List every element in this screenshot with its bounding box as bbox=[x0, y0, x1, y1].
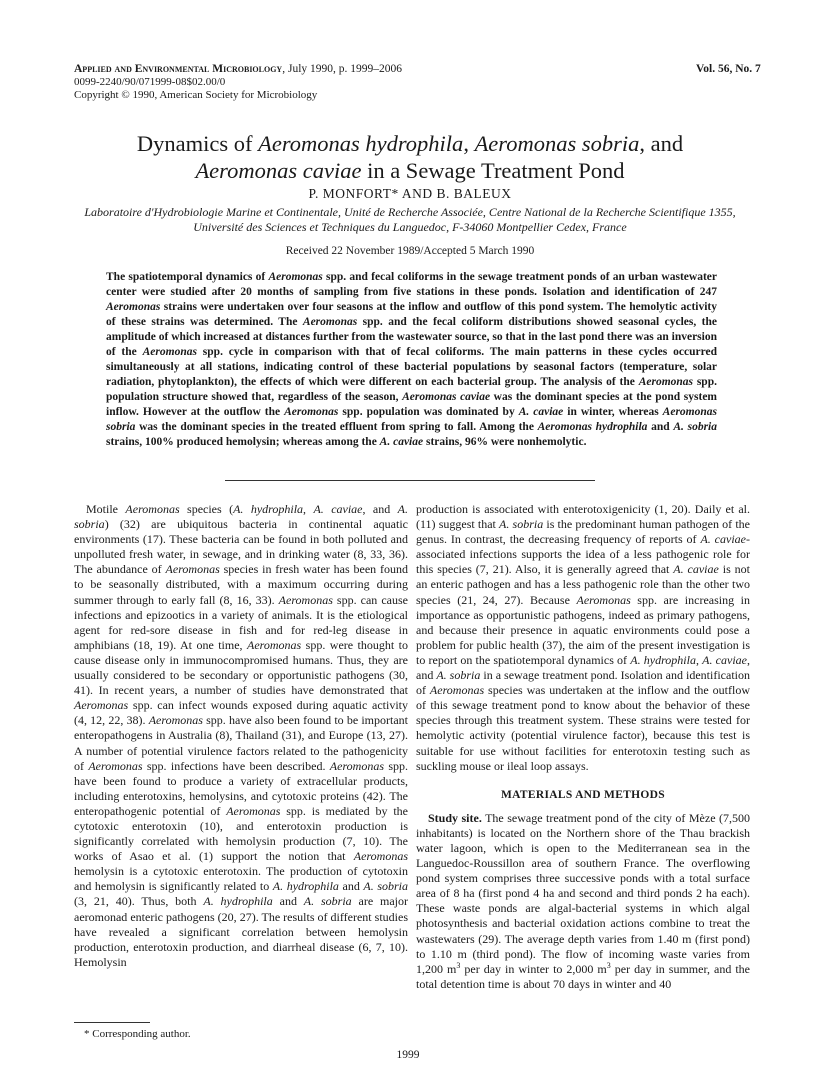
left-column bbox=[74, 502, 408, 970]
corresponding-author-footnote: * Corresponding author. bbox=[84, 1028, 191, 1040]
article-title bbox=[60, 130, 760, 184]
methods-heading: MATERIALS AND METHODS bbox=[501, 788, 665, 801]
footnote-divider bbox=[74, 1022, 150, 1023]
volume-info: Vol. 56, No. 7 bbox=[696, 63, 761, 75]
journal-header bbox=[74, 62, 402, 102]
intro-paragraph: Motile Aeromonas species (A. hydrophila, A. caviae, and A. sobria) (32) are ubiquitous bacteria in continental aquatic environments (17). These bacteria can be found in both polluted and unpolluted fresh water, in sewage, and in drinking water (8, 33, 36). The abundance of Aeromonas species in fresh water has been found to be seasonally distributed, with a maximum occurring during summer through to early fall (8, 16, 33). Aeromonas spp. can cause infections and epizootics in a variety of animals. It is the etiological agent for red-sore disease in fish and for red-leg disease in amphibians (18, 19). At one time, Aeromonas spp. were thought to cause disease only in immunocompromised humans. Thus, they are usually considered to be secondary or opportunistic pathogens (30, 41). In recent years, a number of studies have demonstrated that Aeromonas spp. can infect wounds exposed during aquatic activity (4, 12, 22, 38). Aeromonas spp. have also been found to be important enteropathogens in Australia (8), Thailand (31), and Europe (13, 27). A number of potential virulence factors related to the pathogenicity of Aeromonas spp. infections have been described. Aeromonas spp. have been found to produce a variety of extracellular products, including enterotoxins, hemolysins, and cytotoxic proteins (42). The enteropathogenic potential of Aeromonas spp. is mediated by the cytotoxic enterotoxin (10), and enterotoxin production is significantly correlated with hemolysin production (7, 10). The works of Asao et al. (1) support the notion that Aeromonas hemolysin is a cytotoxic enterotoxin. The production of cytotoxin and hemolysin is significantly related to A. hydrophila and A. sobria (3, 21, 40). Thus, both A. hydrophila and A. sobria are major aeromonad enteric pathogens (20, 27). The results of different studies have revealed a significant correlation between hemolysin production, enterotoxin production, and diarrheal disease (6, 7, 10). Hemolysin bbox=[74, 502, 409, 969]
abstract-divider bbox=[225, 480, 595, 481]
article-code: 0099-2240/90/071999-08$02.00/0 bbox=[74, 76, 226, 88]
title-species: Aeromonas caviae bbox=[195, 158, 362, 183]
abstract: The spatiotemporal dynamics of Aeromonas spp. and fecal coliforms in the sewage treatment ponds of an urban wastewater center were studied after 20 months of sampling from five stations in these ponds. Isolation and identification of 247 Aeromonas strains were undertaken over four seasons at the inflow and outflow of this pond system. The hemolytic activity of these strains was determined. The Aeromonas spp. and the fecal coliform distributions showed seasonal cycles, the amplitude of which increased at distances further from the wastewater source, so that in the last pond there was an inversion of the Aeromonas spp. cycle in comparison with that of fecal coliforms. The main patterns in these cycles occurred simultaneously at all stations, indicating control of these bacterial populations by seasonal factors (temperature, solar radiation, phytoplankton), the effects of which were different on each bacterial group. The analysis of the Aeromonas spp. population structure showed that, regardless of the season, Aeromonas caviae was the dominant species at the pond system inflow. However at the outflow the Aeromonas spp. population was dominated by A. caviae in winter, whereas Aeromonas sobria was the dominant species in the treated effluent from spring to fall. Among the Aeromonas hydrophila and A. sobria strains, 100% produced hemolysin; whereas among the A. caviae strains, 96% were nonhemolytic. bbox=[106, 271, 717, 448]
received-dates: Received 22 November 1989/Accepted 5 March 1990 bbox=[285, 245, 535, 257]
journal-name: Applied and Environmental Microbiology bbox=[74, 63, 283, 75]
authors: P. MONFORT* AND B. BALEUX bbox=[308, 186, 512, 201]
title-part: , and bbox=[639, 131, 684, 156]
title-part: , bbox=[463, 131, 475, 156]
affiliation: Laboratoire d'Hydrobiologie Marine et Continentale, Unité de Recherche Associée, Centre National de la Recherche Scientifique 1355, Université des Sciences et Techniques du Languedoc, F-34060 Montpellier Cedex, France bbox=[84, 205, 736, 234]
study-site-heading: Study site. bbox=[428, 810, 482, 825]
copyright-line: Copyright © 1990, American Society for Microbiology bbox=[74, 89, 318, 101]
title-part: Dynamics of bbox=[136, 131, 259, 156]
page-number: 1999 bbox=[396, 1049, 420, 1061]
title-species: Aeromonas sobria bbox=[474, 131, 640, 156]
right-column bbox=[416, 502, 750, 992]
study-site-paragraph: Study site. The sewage treatment pond of the city of Mèze (7,500 inhabitants) is located on the Northern shore of the Thau brackish water lagoon, which is open to the Mediterranean sea in the Languedoc-Roussillon area of southern France. The overflowing pond system comprises three successive ponds with a total surface area of 8 ha (first pond 4 ha and second and third ponds 2 ha each). These waste ponds are algal-bacterial systems in which algal photosynthesis and bacterial oxidation actions combine to treat the wastewaters (29). The average depth varies from 1.40 m (first pond) to 1.10 m (third pond). The flow of incoming waste varies from 1,200 $m^3$ per day in winter to 2,000 $m^3$ per day in summer, and the total detention time is about 70 days in winter and 40 bbox=[416, 810, 750, 991]
title-part: in a Sewage Treatment Pond bbox=[361, 158, 625, 183]
intro-continued-paragraph: production is associated with enterotoxigenicity (1, 20). Daily et al. (11) suggest that A. sobria is the predominant human pathogen of the genus. In contrast, the decreasing frequency of reports of A. caviae-associated infections supports the idea of a less pathogenic role for this species (7, 21). Also, it is generally agreed that A. caviae is not an enteric pathogen and has a less pathogenic role than the other two species (21, 24, 27). Because Aeromonas spp. are increasing in importance as opportunistic pathogens, indeed as primary pathogens, and because their presence in aquatic environments could pose a problem for public health (37), the aim of the present investigation is to report on the spatiotemporal dynamics of A. hydrophila, A. caviae, and A. sobria in a sewage treatment pond. Isolation and identification of Aeromonas species was undertaken at the inflow and the outflow of this sewage treatment pond to know about the behavior of these species through this treatment system. These strains were tested for hemolytic activity (potential virulence factor), because this test is suitable for use without facilities for enterotoxin testing such as suckling mouse or ileal loop assays. bbox=[416, 502, 751, 773]
issue-info: , July 1990, p. 1999–2006 bbox=[282, 63, 403, 75]
title-species: Aeromonas hydrophila bbox=[258, 131, 464, 156]
